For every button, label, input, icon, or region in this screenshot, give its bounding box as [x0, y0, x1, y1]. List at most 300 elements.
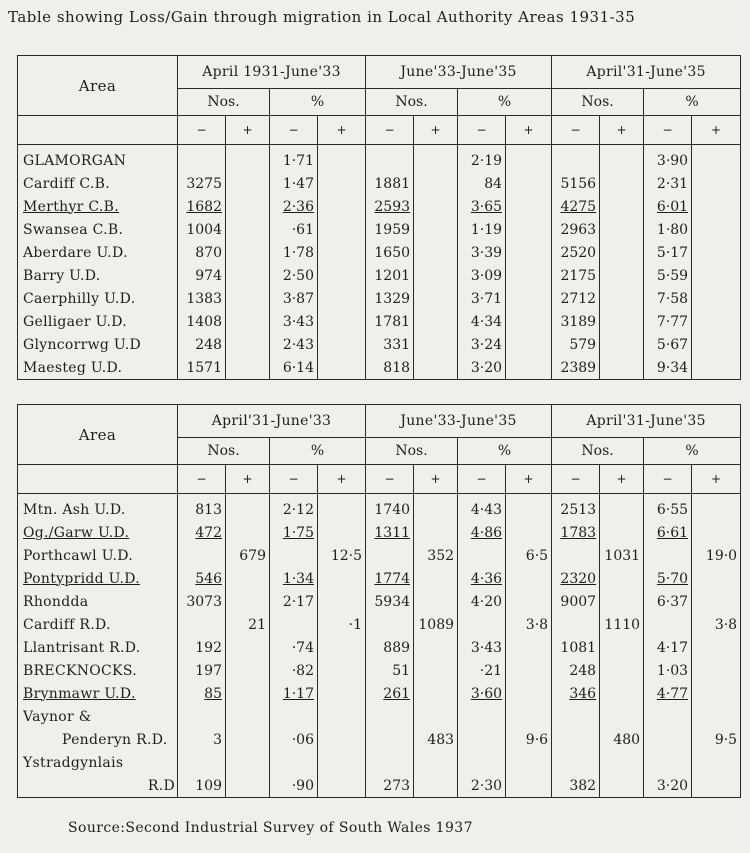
table-cell [414, 494, 458, 522]
period-header: April 1931-June'33 [178, 56, 366, 89]
header-row-signs [18, 116, 741, 145]
table-cell: 3·20 [644, 774, 692, 798]
table-cell [506, 264, 552, 287]
table-cell [644, 544, 692, 567]
table-cell [414, 218, 458, 241]
table-cell [226, 659, 270, 682]
table-cell [318, 636, 366, 659]
period-header: April'31-June'35 [552, 405, 741, 438]
table-cell [226, 728, 270, 751]
table-cell [506, 659, 552, 682]
table-cell [692, 264, 741, 287]
percent-header: % [458, 89, 552, 116]
table-cell: 2·50 [270, 264, 318, 287]
table-cell [692, 521, 741, 544]
table-cell [414, 264, 458, 287]
table-cell: 2389 [552, 356, 600, 380]
table-cell [692, 356, 741, 380]
area-name [18, 567, 178, 590]
blank-cell [18, 116, 178, 145]
table-cell [414, 145, 458, 173]
table-cell [414, 195, 458, 218]
table-cell [458, 705, 506, 728]
table-cell [458, 613, 506, 636]
table-cell: 5·70 [644, 567, 692, 590]
table-row [18, 751, 741, 774]
table-cell: 51 [366, 659, 414, 682]
area-label: R.D [147, 777, 175, 794]
table-cell [318, 195, 366, 218]
area-name [18, 751, 178, 774]
table-cell [366, 705, 414, 728]
table-cell: 2593 [366, 195, 414, 218]
table-cell [506, 287, 552, 310]
table-cell: 483 [414, 728, 458, 751]
table-cell [506, 590, 552, 613]
table-cell [600, 287, 644, 310]
table-cell [318, 521, 366, 544]
gain-sign: + [506, 465, 552, 494]
table-cell [506, 218, 552, 241]
header-row-periods [18, 405, 741, 438]
area-name [18, 356, 178, 380]
loss-sign: − [552, 465, 600, 494]
table-cell [600, 774, 644, 798]
area-label: BRECKNOCKS. [23, 662, 137, 679]
table-cell [226, 636, 270, 659]
loss-sign: − [270, 465, 318, 494]
table-cell: 6·37 [644, 590, 692, 613]
table-cell [600, 567, 644, 590]
table-cell [692, 287, 741, 310]
table-cell: 2175 [552, 264, 600, 287]
table-cell: 4275 [552, 195, 600, 218]
table-cell: 1959 [366, 218, 414, 241]
table-cell: 1·34 [270, 567, 318, 590]
table-cell [318, 218, 366, 241]
nos-header: Nos. [178, 89, 270, 116]
table-cell [458, 544, 506, 567]
table-cell [600, 521, 644, 544]
table-cell [366, 728, 414, 751]
table-cell [270, 544, 318, 567]
area-name [18, 145, 178, 173]
table-cell: 248 [552, 659, 600, 682]
nos-header: Nos. [178, 438, 270, 465]
table-cell: 1110 [600, 613, 644, 636]
table-cell [414, 333, 458, 356]
table-cell: 3·87 [270, 287, 318, 310]
table-cell [692, 659, 741, 682]
area-label: Maesteg U.D. [23, 359, 123, 376]
table-cell: 84 [458, 172, 506, 195]
area-label: Og./Garw U.D. [23, 524, 130, 541]
table-cell: 1·78 [270, 241, 318, 264]
table-cell [226, 172, 270, 195]
table-cell [692, 494, 741, 522]
table-cell: ·74 [270, 636, 318, 659]
table-cell [600, 241, 644, 264]
area-name [18, 287, 178, 310]
table-cell: 2963 [552, 218, 600, 241]
table-cell [692, 705, 741, 728]
loss-sign: − [366, 465, 414, 494]
table-cell [226, 310, 270, 333]
table-row [18, 728, 741, 751]
table-cell [552, 145, 600, 173]
table-cell [600, 705, 644, 728]
table-cell: ·61 [270, 218, 318, 241]
area-name [18, 195, 178, 218]
table-cell [506, 172, 552, 195]
migration-table-1931-35-part-2 [17, 404, 741, 798]
table-cell [318, 241, 366, 264]
table-cell [226, 705, 270, 728]
table-cell [226, 356, 270, 380]
area-label: Llantrisant R.D. [23, 639, 141, 656]
area-label: Brynmawr U.D. [23, 685, 136, 702]
table-cell: 889 [366, 636, 414, 659]
table-cell [178, 705, 226, 728]
table-cell: 1·17 [270, 682, 318, 705]
table-cell: 1881 [366, 172, 414, 195]
area-label: Mtn. Ash U.D. [23, 501, 126, 518]
table-cell [692, 310, 741, 333]
table-cell: 2513 [552, 494, 600, 522]
table-row [18, 145, 741, 173]
table-cell: 3 [178, 728, 226, 751]
table-cell: 2712 [552, 287, 600, 310]
table-cell [414, 590, 458, 613]
table-cell [318, 567, 366, 590]
table-cell [600, 218, 644, 241]
table-cell: 7·77 [644, 310, 692, 333]
area-label: Barry U.D. [23, 267, 101, 284]
gain-sign: + [226, 465, 270, 494]
table-cell [226, 287, 270, 310]
table-cell: 2·36 [270, 195, 318, 218]
table-cell [226, 264, 270, 287]
area-label: Rhondda [23, 593, 89, 610]
area-label: Caerphilly U.D. [23, 290, 136, 307]
gain-sign: + [692, 465, 741, 494]
table-row [18, 774, 741, 798]
table-row [18, 172, 741, 195]
table-cell: 1·47 [270, 172, 318, 195]
area-name [18, 682, 178, 705]
percent-header: % [644, 438, 741, 465]
table-row [18, 682, 741, 705]
area-name [18, 613, 178, 636]
gain-sign: + [318, 465, 366, 494]
table-cell: 5·67 [644, 333, 692, 356]
table-cell: 5156 [552, 172, 600, 195]
table-cell [414, 751, 458, 774]
table-cell [414, 521, 458, 544]
table-cell: 1201 [366, 264, 414, 287]
table-cell [270, 751, 318, 774]
area-name [18, 544, 178, 567]
area-name [18, 590, 178, 613]
table-cell: 472 [178, 521, 226, 544]
table-cell: 579 [552, 333, 600, 356]
table-cell [506, 195, 552, 218]
area-label: Swansea C.B. [23, 221, 124, 238]
loss-sign: − [270, 116, 318, 145]
table-cell: 2·19 [458, 145, 506, 173]
table-row [18, 659, 741, 682]
table-cell [226, 494, 270, 522]
table-cell: 1311 [366, 521, 414, 544]
area-name [18, 774, 178, 798]
table-cell [600, 751, 644, 774]
table-cell [692, 774, 741, 798]
table-cell: 2·30 [458, 774, 506, 798]
table-cell: 3·09 [458, 264, 506, 287]
table-cell [414, 287, 458, 310]
table-cell [600, 356, 644, 380]
area-label: Cardiff R.D. [23, 616, 111, 633]
loss-sign: − [178, 465, 226, 494]
table-cell: 1329 [366, 287, 414, 310]
table-cell [318, 172, 366, 195]
table-cell: 192 [178, 636, 226, 659]
table-cell: 331 [366, 333, 414, 356]
table-cell: 3·24 [458, 333, 506, 356]
table-cell: 3073 [178, 590, 226, 613]
table-cell [178, 613, 226, 636]
table-cell [600, 659, 644, 682]
table-cell: 3·90 [644, 145, 692, 173]
table-cell [552, 705, 600, 728]
source-note: Source:Second Industrial Survey of South Wales 1937 [68, 820, 473, 836]
table-cell [270, 705, 318, 728]
table-cell: 9·5 [692, 728, 741, 751]
table-cell: 3·71 [458, 287, 506, 310]
table-cell [600, 494, 644, 522]
header-row-signs [18, 465, 741, 494]
table-cell: 1031 [600, 544, 644, 567]
table-cell: 4·43 [458, 494, 506, 522]
table-cell [644, 728, 692, 751]
table-cell [366, 613, 414, 636]
table-cell [414, 172, 458, 195]
table-cell: 1·71 [270, 145, 318, 173]
table-cell [506, 705, 552, 728]
table-cell: 5934 [366, 590, 414, 613]
table-cell: 4·34 [458, 310, 506, 333]
table-cell [692, 145, 741, 173]
table-cell: 870 [178, 241, 226, 264]
loss-sign: − [458, 465, 506, 494]
area-label: Pontypridd U.D. [23, 570, 140, 587]
table-cell [552, 544, 600, 567]
table-cell [414, 567, 458, 590]
table-cell [506, 241, 552, 264]
table-cell: 3·60 [458, 682, 506, 705]
area-header: Area [18, 56, 178, 116]
table-cell: 1650 [366, 241, 414, 264]
table-row [18, 636, 741, 659]
table-cell [226, 682, 270, 705]
table-cell: 6·01 [644, 195, 692, 218]
nos-header: Nos. [366, 438, 458, 465]
table-cell [226, 567, 270, 590]
table-cell: ·1 [318, 613, 366, 636]
table-cell: 2·17 [270, 590, 318, 613]
table-cell [318, 333, 366, 356]
table-cell: 109 [178, 774, 226, 798]
table-cell [692, 751, 741, 774]
migration-table-1931-35-part-1 [17, 55, 741, 380]
gain-sign: + [600, 116, 644, 145]
table-cell [506, 567, 552, 590]
table-cell: 9·34 [644, 356, 692, 380]
table-row [18, 567, 741, 590]
area-label: Aberdare U.D. [23, 244, 128, 261]
percent-header: % [458, 438, 552, 465]
table-cell: 6·61 [644, 521, 692, 544]
table-cell: ·21 [458, 659, 506, 682]
table-cell: 6·14 [270, 356, 318, 380]
table-cell [366, 544, 414, 567]
table-cell: 352 [414, 544, 458, 567]
gain-sign: + [692, 116, 741, 145]
table-cell [414, 636, 458, 659]
table-row [18, 544, 741, 567]
area-header: Area [18, 405, 178, 465]
table-cell [366, 751, 414, 774]
loss-sign: − [552, 116, 600, 145]
table-cell [600, 195, 644, 218]
period-header: April'31-June'33 [178, 405, 366, 438]
table-row [18, 356, 741, 380]
table-cell [692, 195, 741, 218]
table-cell: 1·03 [644, 659, 692, 682]
table-cell [318, 774, 366, 798]
table-cell [692, 172, 741, 195]
table-cell: ·82 [270, 659, 318, 682]
table-cell [600, 636, 644, 659]
table-cell [692, 333, 741, 356]
percent-header: % [270, 438, 366, 465]
table-cell [318, 494, 366, 522]
table-cell: 813 [178, 494, 226, 522]
area-label: Vaynor & [23, 708, 92, 725]
table-cell: 1740 [366, 494, 414, 522]
loss-sign: − [644, 116, 692, 145]
area-label: Porthcawl U.D. [23, 547, 134, 564]
table-cell: 1089 [414, 613, 458, 636]
table-cell: 546 [178, 567, 226, 590]
percent-header: % [270, 89, 366, 116]
table-cell: 382 [552, 774, 600, 798]
table-cell [506, 494, 552, 522]
table-cell: 3·39 [458, 241, 506, 264]
table-cell: 1004 [178, 218, 226, 241]
table-cell [270, 613, 318, 636]
table-cell [226, 145, 270, 173]
loss-sign: − [458, 116, 506, 145]
table-cell: 7·58 [644, 287, 692, 310]
table-cell [600, 145, 644, 173]
table-cell: 1·75 [270, 521, 318, 544]
area-label: Penderyn R.D. [62, 731, 168, 748]
table-cell [600, 333, 644, 356]
area-label: Glyncorrwg U.D [23, 336, 142, 353]
table-cell: 3·8 [506, 613, 552, 636]
table-row [18, 310, 741, 333]
table-row [18, 494, 741, 522]
area-name [18, 241, 178, 264]
table-cell [318, 287, 366, 310]
table-cell: 4·36 [458, 567, 506, 590]
table-cell: 85 [178, 682, 226, 705]
table-cell [414, 241, 458, 264]
table-cell [226, 333, 270, 356]
nos-header: Nos. [552, 89, 644, 116]
table-cell: 3·43 [458, 636, 506, 659]
table-cell: 6·55 [644, 494, 692, 522]
table-row [18, 613, 741, 636]
table-cell: 4·86 [458, 521, 506, 544]
table-cell [318, 682, 366, 705]
table-cell [692, 218, 741, 241]
table-cell [552, 613, 600, 636]
table-cell [506, 356, 552, 380]
table-cell: 1·80 [644, 218, 692, 241]
table-cell [226, 241, 270, 264]
gain-sign: + [226, 116, 270, 145]
area-name [18, 521, 178, 544]
area-name [18, 218, 178, 241]
gain-sign: + [600, 465, 644, 494]
table-row [18, 287, 741, 310]
table-cell [692, 590, 741, 613]
table-cell: 19·0 [692, 544, 741, 567]
table-row [18, 195, 741, 218]
table-cell [318, 751, 366, 774]
table-cell [552, 751, 600, 774]
table-cell [600, 264, 644, 287]
table-cell: 346 [552, 682, 600, 705]
table-cell [506, 310, 552, 333]
area-label: GLAMORGAN [23, 152, 127, 169]
table-cell: 5·17 [644, 241, 692, 264]
table-cell [692, 567, 741, 590]
table-cell [506, 145, 552, 173]
table-cell [226, 751, 270, 774]
table-cell [414, 682, 458, 705]
table-cell: ·90 [270, 774, 318, 798]
table-cell [178, 544, 226, 567]
area-name [18, 172, 178, 195]
table-cell [692, 682, 741, 705]
area-name [18, 705, 178, 728]
table-cell: 4·20 [458, 590, 506, 613]
table-cell: 248 [178, 333, 226, 356]
table-row [18, 590, 741, 613]
table-cell: 3·43 [270, 310, 318, 333]
table-cell: 4·17 [644, 636, 692, 659]
table-cell: 2·31 [644, 172, 692, 195]
table-cell [600, 590, 644, 613]
table-cell: 3·8 [692, 613, 741, 636]
gain-sign: + [506, 116, 552, 145]
nos-header: Nos. [552, 438, 644, 465]
nos-header: Nos. [366, 89, 458, 116]
area-name [18, 659, 178, 682]
